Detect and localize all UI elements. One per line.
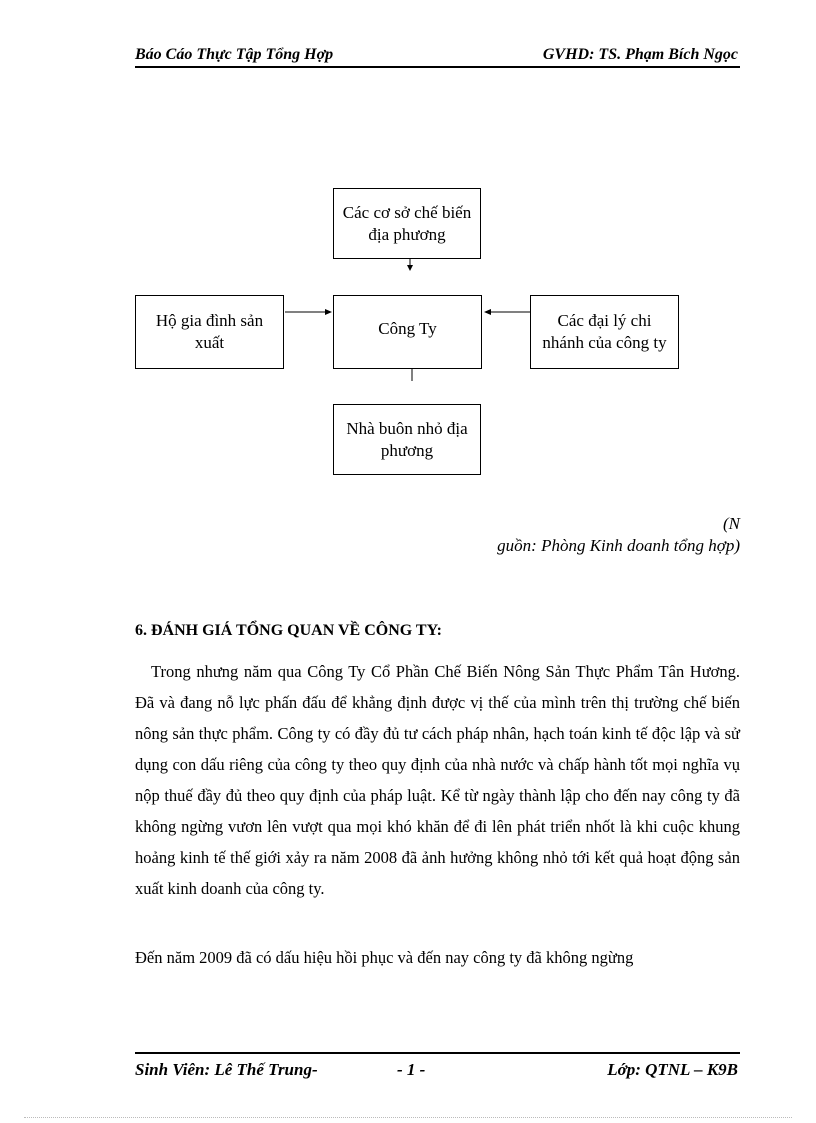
body-paragraph: Trong nhưng năm qua Công Ty Cổ Phần Chế Biến Nông Sản Thực Phẩm Tân Hương. Đã và đang nỗ lực phấn đấu để khẳng định được vị thế của mình trên thị trường chế biến nông sản thực phẩm. Công ty có đầy đủ tư cách pháp nhân, hạch toán kinh tế độc lập và sử dụng con dấu riêng của công ty theo quy định của nhà nước và chấp hành tốt mọi nghĩa vụ nộp thuế đầy đủ theo quy định của pháp luật. Kể từ ngày thành lập cho đến nay công ty đã không ngừng vươn lên vượt qua mọi khó khăn để đi lên phát triển nhốt là khi cuộc khung hoảng kinh tế thế giới xảy ra năm 2008 đã ảnh hưởng không nhỏ tới kết quả hoạt động sản xuất kinh doanh của công ty. [135, 662, 740, 898]
box-line: Các đại lý chi [557, 311, 652, 330]
body-paragraph: Đến năm 2009 đã có dấu hiệu hồi phục và đến nay công ty đã không ngừng [135, 948, 634, 967]
box-line: Nhà buôn nhỏ địa [346, 418, 468, 438]
box-line: Hộ gia đình sản [155, 311, 264, 330]
arrow-left-icon [484, 309, 491, 315]
box-line: phương [380, 440, 434, 460]
footer-student: Sinh Viên: Lê Thế Trung- [135, 1060, 318, 1079]
page-number: - 1 - [397, 1060, 426, 1079]
page-footer [135, 1052, 740, 1084]
box-line: địa phương [368, 224, 446, 244]
box-line: Các cơ sở chế biến [342, 202, 472, 222]
header-supervisor: GVHD: TS. Phạm Bích Ngọc [542, 46, 738, 63]
box-line: nhánh của công ty [542, 333, 667, 352]
header-report-title: Báo Cáo Thực Tập Tổng Hợp [135, 46, 334, 63]
arrow-right-icon [325, 309, 332, 315]
section-heading: 6. ĐÁNH GIÁ TỔNG QUAN VỀ CÔNG TY: [135, 622, 443, 639]
source-line: (N [723, 514, 740, 533]
page-break-line [24, 1117, 792, 1118]
box-line: xuất [194, 333, 225, 352]
source-note [497, 513, 740, 557]
source-line: guồn: Phòng Kinh doanh tổng hợp) [497, 536, 740, 555]
box-line: Công Ty [378, 319, 437, 338]
arrow-down-icon [407, 265, 413, 271]
footer-class: Lớp: QTNL – K9B [607, 1060, 738, 1079]
